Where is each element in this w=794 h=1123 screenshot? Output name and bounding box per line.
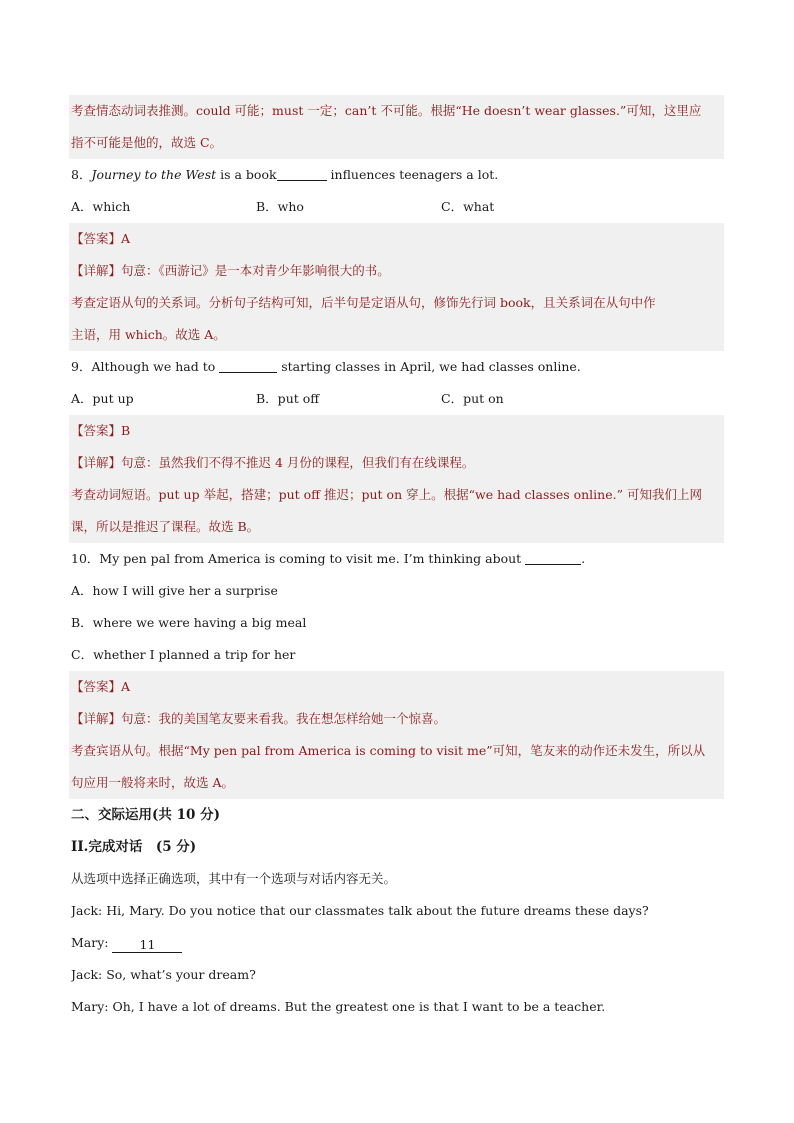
q7-explanation-line: 指不可能是他的，故选 C。 <box>69 127 724 159</box>
q7-explanation-line: 考查情态动词表推测。could 可能；must 一定；can’t 不可能。根据“He doesn’t wear glasses.”可知，这里应 <box>69 95 724 127</box>
q8-explanation-line: 考查定语从句的关系词。分析句子结构可知，后半句是定语从句，修饰先行词 book，且关系词在从句中作 <box>69 287 724 319</box>
q8-answer: 【答案】A <box>69 223 724 255</box>
q9-option-a: A．put up <box>71 391 134 406</box>
q9-options <box>71 383 724 415</box>
q9-explanation-line: 考查动词短语。put up 举起，搭建；put off 推迟；put on 穿上。根据“we had classes online.” 可知我们上网 <box>69 479 724 511</box>
q8-explanation-line: 主语，用 which。故选 A。 <box>69 319 724 351</box>
dialog-line <box>71 927 724 959</box>
q10-stem-end: . <box>581 551 586 566</box>
q9-detail: 【详解】句意：虽然我们不得不推迟 4 月份的课程，但我们有在线课程。 <box>69 447 724 479</box>
dialog-line: Jack: Hi, Mary. Do you notice that our classmates talk about the future dreams these days? <box>71 903 649 918</box>
q10-explanation-line: 句应用一般将来时，故选 A。 <box>69 767 724 799</box>
q10-stem <box>71 543 724 575</box>
q10-answer: 【答案】A <box>69 671 724 703</box>
section-subheading: II.完成对话 (5 分) <box>71 839 197 855</box>
dialog-speaker: Mary: <box>71 935 113 950</box>
dialog-line: Jack: So, what’s your dream? <box>71 967 256 982</box>
q8-option-b: B．who <box>256 199 304 214</box>
q10-option-c: C．whether I planned a trip for her <box>71 647 296 662</box>
q8-stem-mid: is a book <box>216 167 277 182</box>
q8-stem-end: influences teenagers a lot. <box>326 167 499 182</box>
exam-page <box>71 95 724 1023</box>
q8-option-c: C．what <box>441 199 495 214</box>
q9-stem-start: 9．Although we had to <box>71 359 220 374</box>
q8-blank <box>277 166 327 181</box>
q8-options <box>71 191 724 223</box>
q9-option-b: B．put off <box>256 391 320 406</box>
q9-explanation-line: 课，所以是推迟了课程。故选 B。 <box>69 511 724 543</box>
q8-stem <box>71 159 724 191</box>
q10-option-a: A．how I will give her a surprise <box>71 583 278 598</box>
q10-stem-start: 10．My pen pal from America is coming to visit me. I’m thinking about <box>71 551 526 566</box>
q9-stem <box>71 351 724 383</box>
q9-blank <box>219 358 277 373</box>
q8-detail: 【详解】句意：《西游记》是一本对青少年影响很大的书。 <box>69 255 724 287</box>
dialog-blank-number: 11 <box>112 938 182 953</box>
q9-answer: 【答案】B <box>69 415 724 447</box>
q10-explanation-line: 考查宾语从句。根据“My pen pal from America is coming to visit me”可知，笔友来的动作还未发生，所以从 <box>69 735 724 767</box>
q9-stem-end: starting classes in April, we had classes online. <box>277 359 581 374</box>
dialog-line: Mary: Oh, I have a lot of dreams. But the greatest one is that I want to be a teacher. <box>71 999 606 1014</box>
section-heading: 二、交际运用(共 10 分) <box>71 807 220 823</box>
q9-option-c: C．put on <box>441 391 504 406</box>
q10-blank <box>525 550 581 565</box>
q8-book-title: Journey to the West <box>91 167 217 182</box>
section-instruction: 从选项中选择正确选项，其中有一个选项与对话内容无关。 <box>71 871 397 886</box>
q8-option-a: A．which <box>71 199 131 214</box>
q10-option-b: B．where we were having a big meal <box>71 615 307 630</box>
q10-detail: 【详解】句意：我的美国笔友要来看我。我在想怎样给她一个惊喜。 <box>69 703 724 735</box>
q8-number: 8． <box>71 167 92 182</box>
